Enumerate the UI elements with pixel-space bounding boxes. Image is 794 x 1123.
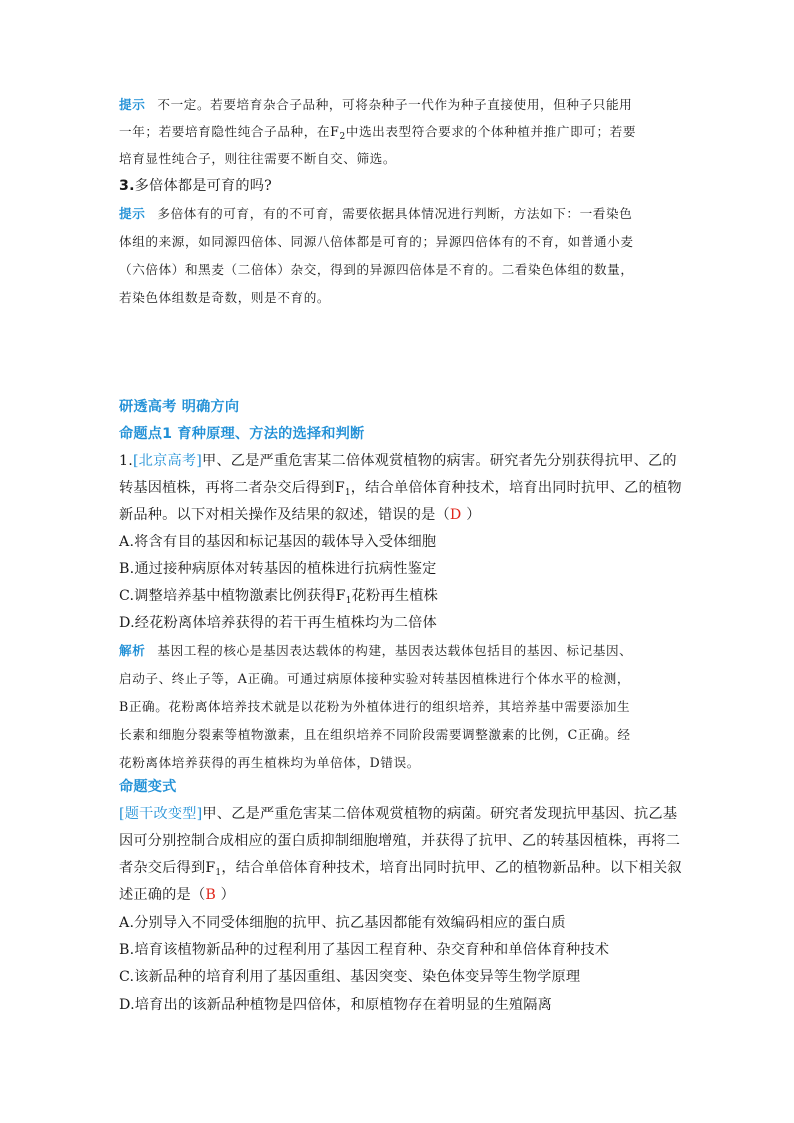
variant-line4: 述正确的是（B ） <box>119 887 236 903</box>
variant-line2: 因可分别控制合成相应的蛋白质抑制细胞增殖，并获得了抗甲、乙的转基因植株，再将二 <box>119 833 681 849</box>
analysis-line4: 长素和细胞分裂素等植物激素，且在组织培养不同阶段需要调整激素的比例，C正确。经 <box>119 727 631 742</box>
hint2-line4: 若染色体组数是奇数，则是不育的。 <box>119 290 331 305</box>
variant-source: [题干改变型] <box>119 806 203 822</box>
analysis-label: 解析 <box>119 643 146 658</box>
variant-line3: 者杂交后得到$F_1$，结合单倍体育种技术，培育出同时抗甲、乙的植物新品种。以下相关叙 <box>119 860 682 878</box>
variant-option-a: A.分别导入不同受体细胞的抗甲、抗乙基因都能有效编码相应的蛋白质 <box>119 915 566 931</box>
question1-line3: 新品种。以下对相关操作及结果的叙述，错误的是（D ） <box>119 507 481 523</box>
answer-text: B <box>205 887 216 903</box>
question1-line1: 1.[北京高考]甲、乙是严重危害某二倍体观赏植物的病害。研究者先分别获得抗甲、乙的 <box>119 453 677 469</box>
hint2-line1: 提示 多倍体有的可育，有的不可育，需要依据具体情况进行判断，方法如下：一看染色 <box>119 206 633 221</box>
analysis-line3: B正确。花粉离体培养技术就是以花粉为外植体进行的组织培养，其培养基中需要添加生 <box>119 699 631 714</box>
variant-option-c: C.该新品种的培育利用了基因重组、基因突变、染色体变异等生物学原理 <box>119 969 581 985</box>
hint1-line1: 提示 不一定。若要培育杂合子品种，可将杂种子一代作为种子直接使用，但种子只能用 <box>119 97 633 112</box>
analysis-line2: 启动子、终止子等，A正确。可通过病原体接种实验对转基因植株进行个体水平的检测， <box>119 671 631 686</box>
analysis-line1: 解析 基因工程的核心是基因表达载体的构建，基因表达载体包括目的基因、标记基因、 <box>119 643 633 658</box>
hint2-line3: （六倍体）和黑麦（二倍体）杂交，得到的异源四倍体是不育的。二看染色体组的数量， <box>119 262 634 277</box>
analysis-line5: 花粉离体培养获得的再生植株均为单倍体，D错误。 <box>119 755 420 770</box>
option-d: D.经花粉离体培养获得的若干再生植株均为二倍体 <box>119 615 437 631</box>
hint1-line3: 培育显性纯合子，则往往需要不断自交、筛选。 <box>119 151 397 166</box>
question3: 3.多倍体都是可育的吗? <box>119 178 272 194</box>
hint1-line2: 一年；若要培育隐性纯合子品种，在$F_2$中选出表型符合要求的个体种植并推广即可；若要 <box>119 124 637 142</box>
option-c: C.调整培养基中植物激素比例获得$F_1$花粉再生植株 <box>119 588 438 606</box>
hint-label: 提示 <box>119 97 146 112</box>
hint-label: 提示 <box>119 206 146 221</box>
answer-text: D <box>449 507 462 523</box>
question-source: [北京高考] <box>132 453 202 469</box>
section-title: 研透高考 明确方向 <box>119 399 240 415</box>
question1-line2: 转基因植株，再将二者杂交后得到$F_1$，结合单倍体育种技术，培育出同时抗甲、乙的植物 <box>119 480 682 498</box>
hint2-line2: 体组的来源，如同源四倍体、同源八倍体都是可育的；异源四倍体有的不育，如普通小麦 <box>119 234 634 249</box>
proposition-point: 命题点1 育种原理、方法的选择和判断 <box>119 426 365 442</box>
option-a: A.将含有目的基因和标记基因的载体导入受体细胞 <box>119 534 437 550</box>
variant-line1: [题干改变型]甲、乙是严重危害某二倍体观赏植物的病菌。研究者发现抗甲基因、抗乙基 <box>119 806 678 822</box>
variant-option-b: B.培育该植物新品种的过程利用了基因工程育种、杂交育种和单倍体育种技术 <box>119 942 610 958</box>
variant-title: 命题变式 <box>119 779 177 795</box>
option-b: B.通过接种病原体对转基因的植株进行抗病性鉴定 <box>119 561 437 577</box>
variant-option-d: D.培育出的该新品种植物是四倍体，和原植物存在着明显的生殖隔离 <box>119 997 553 1013</box>
